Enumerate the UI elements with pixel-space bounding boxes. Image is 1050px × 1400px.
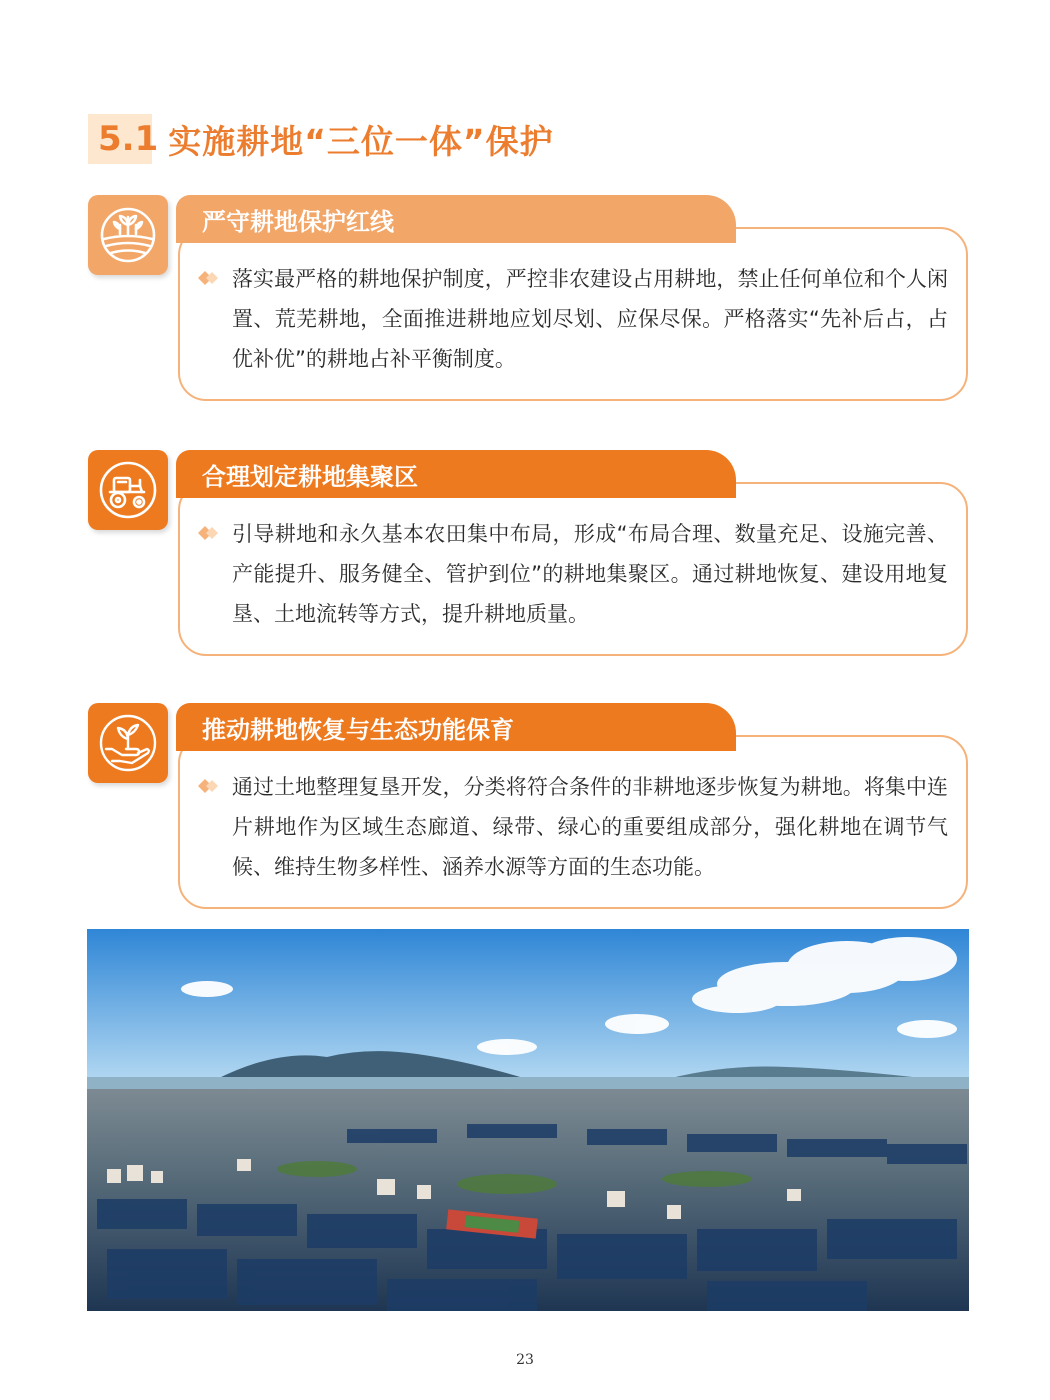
card-text: 落实最严格的耕地保护制度，严控非农建设占用耕地，禁止任何单位和个人闲置、荒芜耕地，全面推进耕地应划尽划、应保尽保。严格落实“先补后占，占优补优”的耕地占补平衡制度。: [232, 267, 948, 371]
farmland-icon: [88, 195, 168, 275]
card-text: 引导耕地和永久基本农田集中布局，形成“布局合理、数量充足、设施完善、产能提升、服务健全、管护到位”的耕地集聚区。通过耕地恢复、建设用地复垦、土地流转等方式，提升耕地质量。: [232, 522, 948, 626]
section-heading: [88, 112, 554, 166]
card-farmland-cluster: [88, 450, 970, 660]
diamond-bullet-icon: [198, 269, 220, 287]
hand-sprout-icon: [88, 703, 168, 783]
aerial-farmland-photo: [87, 929, 969, 1311]
card-title: 合理划定耕地集聚区: [176, 450, 736, 498]
diamond-bullet-icon: [198, 777, 220, 795]
card-title: 严守耕地保护红线: [176, 195, 736, 243]
card-title: 推动耕地恢复与生态功能保育: [176, 703, 736, 751]
tractor-icon: [88, 450, 168, 530]
section-title: 实施耕地“三位一体”保护: [168, 121, 554, 161]
page-number: 23: [516, 1352, 534, 1368]
card-protect-red-line: [88, 195, 970, 405]
diamond-bullet-icon: [198, 524, 220, 542]
landscape-illustration: [87, 929, 969, 1311]
section-number: 5.1: [98, 119, 159, 159]
card-ecological-restoration: [88, 703, 970, 913]
card-text: 通过土地整理复垦开发，分类将符合条件的非耕地逐步恢复为耕地。将集中连片耕地作为区域生态廊道、绿带、绿心的重要组成部分，强化耕地在调节气候、维持生物多样性、涵养水源等方面的生态功能。: [232, 775, 948, 879]
